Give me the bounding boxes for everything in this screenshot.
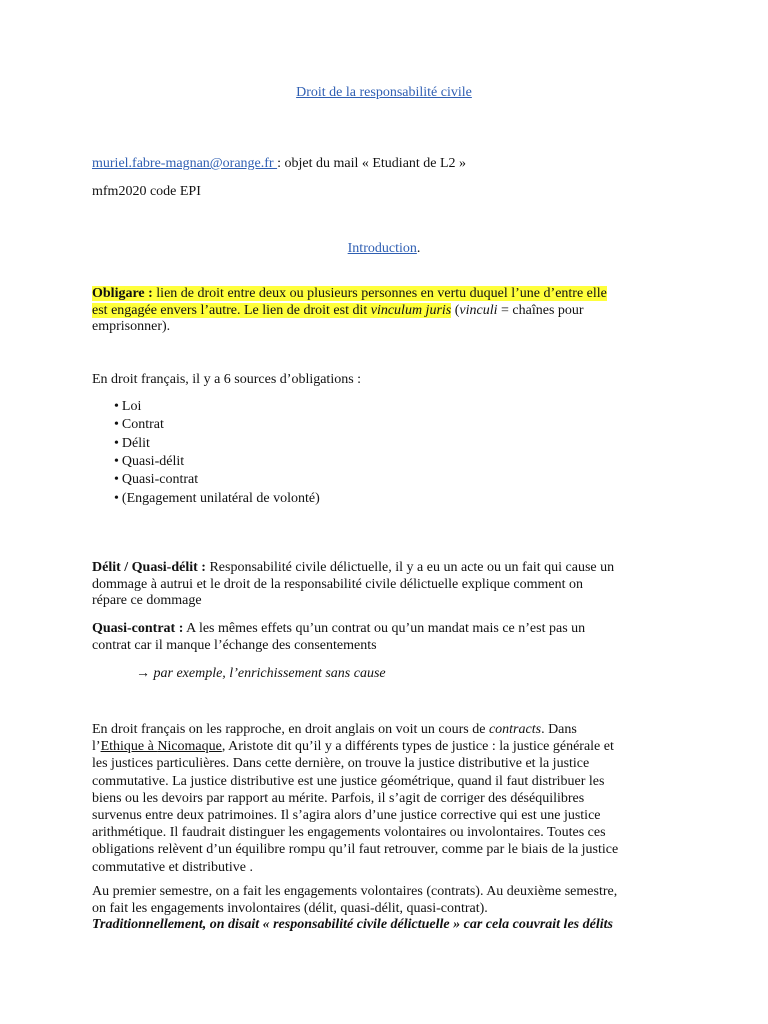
delit-line2: dommage à autrui et le droit de la responsabilité civile délictuelle explique comment on — [92, 576, 584, 592]
list-item: • Loi — [114, 399, 142, 414]
semester-paragraph — [92, 884, 692, 934]
code-line: mfm2020 code EPI — [92, 184, 201, 199]
obligare-paren: ( — [451, 302, 460, 318]
quasi-contrat-line1: A les mêmes effets qu’un contrat ou qu’un mandat mais ce n’est pas un — [183, 621, 586, 636]
obligare-line1: lien de droit entre deux ou plusieurs personnes en vertu duquel l’une d’entre elle — [152, 286, 607, 301]
contact-line — [92, 156, 466, 173]
list-item: • Quasi-contrat — [114, 472, 199, 487]
intro-link[interactable]: Introduction — [347, 241, 417, 256]
semester-l2: on fait les engagements involontaires (délit, quasi-délit, quasi-contrat). — [92, 900, 488, 916]
justice-l8: obligations relèvent d’un équilibre rompu qu’il faut retrouver, comme par le biais de la justice — [92, 842, 619, 858]
justice-contracts: contracts — [488, 722, 542, 737]
justice-l3: les justices particulières. Dans cette dernière, on trouve la justice distributive et la justice — [92, 756, 590, 772]
title-link[interactable]: Droit de la responsabilité civile — [296, 85, 472, 100]
obligare-term: Obligare : — [92, 286, 153, 301]
obligare-line3: emprisonner). — [92, 319, 171, 334]
justice-l6: survenus entre deux patrimoines. Il s’agira alors d’une justice corrective qui est une justice — [92, 808, 601, 824]
justice-l2e: , Aristote dit qu’il y a différents types de justice : la justice générale et — [221, 739, 614, 755]
list-item: • (Engagement unilatéral de volonté) — [114, 491, 320, 506]
list-item-label: (Engagement unilatéral de volonté) — [121, 491, 320, 506]
quasi-contrat-paragraph — [92, 621, 692, 654]
example-line — [136, 666, 386, 683]
justice-l4: commutative. La justice distributive est une justice géométrique, quand il faut distribuer les — [92, 773, 605, 789]
quasi-contrat-term: Quasi-contrat : — [92, 621, 184, 636]
justice-paragraph — [92, 721, 680, 876]
justice-l1a: En droit français on les rapproche, en droit anglais on voit un cours de — [92, 722, 489, 737]
example-text: → par exemple, l’enrichissement sans cause — [136, 666, 386, 681]
justice-l5: biens ou les devoirs par rapport au mérite. Parfois, il s’agit de corriger des déséquilibres — [92, 790, 585, 806]
obligare-paragraph — [92, 286, 692, 336]
justice-l9: commutative et distributive . — [92, 859, 253, 875]
justice-l2a: l’ — [92, 739, 101, 755]
obligare-line2c: = chaînes pour — [497, 302, 584, 318]
obligare-line2b: engagée envers l’autre. Le lien de droit est dit — [111, 302, 371, 318]
list-item-label: Contrat — [121, 417, 164, 432]
intro-period: . — [416, 241, 421, 256]
document-title — [0, 85, 768, 102]
intro-heading — [0, 241, 768, 258]
delit-line3: répare ce dommage — [92, 593, 202, 608]
delit-term: Délit / Quasi-délit : — [92, 560, 206, 575]
obligare-latin: vinculum juris — [370, 302, 452, 318]
obligare-vinculi: vinculi — [459, 302, 498, 318]
list-item-label: Quasi-contrat — [121, 472, 199, 487]
list-item-label: Délit — [121, 436, 150, 451]
email-suffix: : objet du mail « Etudiant de L2 » — [277, 156, 467, 171]
justice-ethique: Ethique à — [100, 739, 158, 755]
obligare-line2a: est — [92, 302, 112, 318]
justice-l1c: . Dans — [541, 722, 577, 737]
list-item: • Quasi-délit — [114, 454, 185, 469]
list-item: • Délit — [114, 436, 150, 451]
quasi-contrat-line2: contrat car il manque l’échange des consentements — [92, 637, 377, 653]
list-item-label: Quasi-délit — [121, 454, 185, 469]
list-item-label: Loi — [121, 399, 142, 414]
delit-line1: Responsabilité civile délictuelle, il y a eu un acte ou un fait qui cause un — [205, 560, 615, 575]
delit-paragraph — [92, 560, 692, 610]
semester-l1: Au premier semestre, on a fait les engagements volontaires (contrats). Au deuxième semestre, — [92, 884, 618, 899]
justice-nicomaque: Nicomaque — [157, 739, 222, 755]
email-link[interactable]: muriel.fabre-magnan@orange.fr — [92, 156, 278, 171]
list-item: • Contrat — [114, 417, 164, 432]
sources-intro: En droit français, il y a 6 sources d’obligations : — [92, 372, 362, 387]
justice-l7: arithmétique. Il faudrait distinguer les engagements volontaires ou involontaires. Toutes ces — [92, 825, 606, 841]
semester-l3: Traditionnellement, on disait « responsabilité civile délictuelle » car cela couvrait les délits — [92, 917, 613, 932]
